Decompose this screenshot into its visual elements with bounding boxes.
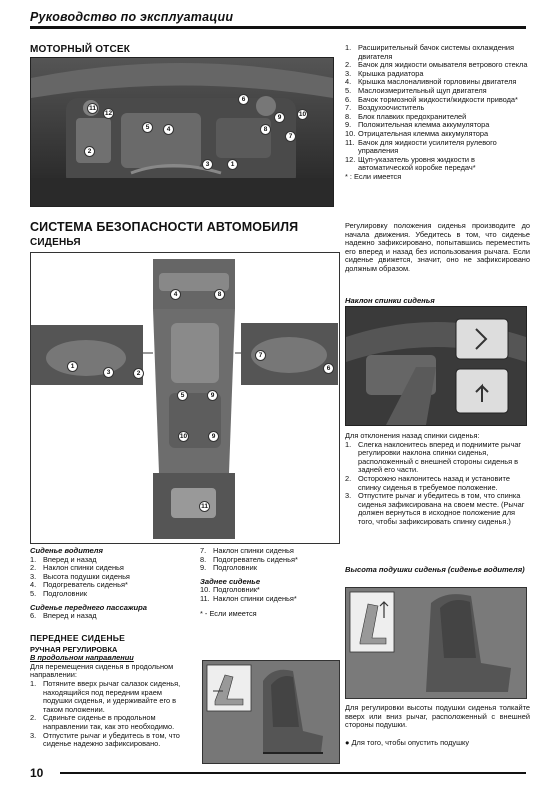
item-number: 4.	[345, 77, 352, 87]
callout-9: 9	[274, 112, 285, 123]
callout-3: 3	[202, 159, 213, 170]
passenger-title: Сиденье переднего пассажира	[30, 602, 148, 612]
item-text: Отрицательная клемма аккумулятора	[358, 128, 489, 138]
item-text: Подголовник	[213, 563, 257, 573]
item-number: 1.	[30, 554, 37, 564]
item-number: 1.	[30, 678, 37, 688]
item-number: 2.	[30, 563, 37, 573]
item-text: Подогреватель сиденья*	[213, 554, 298, 564]
item-text: Бачок тормозной жидкости/жидкости привода*	[358, 94, 518, 104]
seat-callout-8: 8	[214, 289, 225, 300]
item-text: Воздухоочиститель	[358, 103, 425, 113]
item-number: 12.	[345, 154, 356, 164]
list-item	[345, 475, 530, 492]
item-text: Блок плавких предохранителей	[358, 111, 467, 121]
lower-bullet-text: Для того, чтобы опустить подушку	[351, 738, 470, 747]
item-number: 11.	[200, 593, 210, 603]
seats-figure	[30, 252, 340, 544]
callout-7: 7	[285, 131, 296, 142]
page-number: 10	[30, 766, 44, 780]
tilt-photo	[345, 306, 527, 426]
item-text: Наклон спинки сиденья	[213, 546, 294, 555]
item-number: 3.	[30, 730, 37, 740]
item-text: Высота подушки сиденья	[43, 571, 130, 581]
running-header: Руководство по эксплуатации	[30, 10, 234, 24]
callout-11: 11	[87, 103, 98, 114]
seat-callout-9b: 9	[208, 431, 219, 442]
bullet-icon: ●	[345, 738, 352, 747]
seat-callout-6: 6	[323, 363, 334, 374]
list-item	[200, 564, 340, 573]
seat-lists-right	[200, 547, 340, 618]
item-number: 9.	[345, 120, 352, 130]
driver-title: Сиденье водителя	[30, 546, 104, 555]
seat-callout-1: 1	[67, 361, 78, 372]
engine-photo	[30, 57, 334, 207]
seat-callout-2: 2	[133, 368, 144, 379]
rear-title: Заднее сиденье	[200, 576, 261, 586]
item-text: Слегка наклонитесь вперед и поднимите рычаг регулировки наклона спинки сиденья, расположенный с внешней стороны сиденья в задней его части.	[358, 439, 522, 475]
seat-callout-9: 9	[207, 390, 218, 401]
item-number: 1.	[345, 439, 352, 449]
item-text: Бачок для жидкости усилителя рулевого управления	[358, 137, 497, 156]
safety-heading: СИСТЕМА БЕЗОПАСНОСТИ АВТОМОБИЛЯ	[30, 220, 299, 234]
item-number: 2.	[30, 713, 37, 723]
height-para: Для регулировки высоты подушки сиденья толкайте вверх или вниз рычаг, расположенный с внешней стороны подушки.	[345, 703, 530, 730]
seat-callout-10: 10	[179, 433, 188, 440]
tilt-instructions	[345, 432, 530, 527]
engine-legend	[345, 44, 530, 182]
item-number: 9.	[200, 563, 207, 573]
seat-note: * - Если имеется	[200, 608, 257, 618]
callout-1: 1	[227, 159, 238, 170]
item-text: Крышка маслоналивной горловины двигателя	[358, 77, 517, 87]
engine-note: * : Если имеется	[345, 171, 402, 181]
item-number: 3.	[345, 491, 352, 501]
callout-6: 6	[238, 94, 249, 105]
item-number: 4.	[30, 580, 37, 590]
seat-slide-figure	[202, 660, 340, 764]
item-text: Крышка радиатора	[358, 68, 424, 78]
height-title: Высота подушки сиденья (сиденье водителя)	[345, 565, 525, 574]
item-text: Подголовник*	[213, 585, 260, 595]
callout-2: 2	[84, 146, 95, 157]
list-item	[345, 44, 530, 61]
list-item	[345, 441, 530, 475]
lower-bullet	[345, 739, 530, 748]
item-number: 3.	[30, 571, 37, 581]
item-text: Потяните вверх рычаг салазок сиденья, находящийся под передним краем подушки сиденья, и удерживайте его в таком положении.	[43, 678, 181, 714]
tilt-illustration	[346, 307, 526, 425]
item-number: 5.	[30, 588, 37, 598]
list-item	[30, 680, 190, 714]
footer-rule	[60, 772, 526, 774]
seat-callout-11: 11	[199, 501, 210, 512]
item-number: 1.	[345, 43, 352, 52]
item-text: Наклон спинки сиденья	[43, 563, 124, 573]
item-number: 8.	[345, 111, 352, 121]
list-item	[200, 595, 340, 604]
item-text: Положительная клемма аккумулятора	[358, 120, 490, 130]
seat-callout-3: 3	[103, 367, 114, 378]
seats-heading: СИДЕНЬЯ	[30, 237, 81, 248]
list-item	[30, 732, 190, 749]
callout-8: 8	[260, 124, 271, 135]
seat-lists-left	[30, 547, 180, 621]
item-text: Маслоизмерительный щуп двигателя	[358, 85, 487, 95]
list-item	[345, 156, 530, 173]
item-number: 2.	[345, 60, 352, 70]
engine-heading: МОТОРНЫЙ ОТСЕК	[30, 44, 131, 55]
list-item	[345, 492, 530, 526]
longitudinal-title: В продольном направлении	[30, 653, 134, 663]
item-text: Наклон спинки сиденья*	[213, 593, 297, 603]
item-text: Расширительный бачок системы охлаждения двигателя	[358, 43, 515, 61]
item-text: Бачок для жидкости омывателя ветрового стекла	[358, 60, 528, 70]
seat-callout-5: 5	[177, 390, 188, 401]
item-text: Щуп-указатель уровня жидкости в автоматической коробке передач*	[358, 154, 476, 173]
item-number: 8.	[200, 554, 207, 564]
item-number: 11.	[345, 137, 355, 147]
seat-callout-7: 7	[255, 350, 266, 361]
callout-10: 10	[298, 111, 307, 118]
item-number: 10.	[345, 128, 356, 138]
item-text: Отпустите рычаг и убедитесь в том, что сиденье надежно зафиксировано.	[43, 730, 180, 749]
item-text: Подголовник	[43, 588, 87, 598]
list-item	[30, 612, 180, 621]
callout-4: 4	[163, 124, 174, 135]
item-number: 7.	[200, 546, 207, 555]
item-number: 7.	[345, 103, 352, 113]
list-item	[345, 139, 530, 156]
item-text: Вперед и назад	[43, 611, 97, 621]
list-item	[30, 714, 190, 731]
item-number: 6.	[345, 94, 352, 104]
longitudinal-intro: Для перемещения сиденья в продольном направлении:	[30, 661, 174, 680]
front-seat-heading: ПЕРЕДНЕЕ СИДЕНЬЕ	[30, 633, 126, 643]
adjust-warning-para: Регулировку положения сиденья производите до начала движения. Убедитесь в том, что сиденье надежно зафиксировано, попытавшись переместить его вперед и назад без использования рычага. Если сиденье движется, значит, оно не зафиксировано должным образом.	[345, 221, 530, 273]
tilt-intro: Для отклонения назад спинки сиденья:	[345, 431, 480, 440]
seat-slide-illustration	[203, 661, 339, 763]
callout-5: 5	[142, 122, 153, 133]
item-text: Подогреватель сиденья*	[43, 580, 128, 590]
item-number: 10.	[200, 585, 211, 595]
callout-12: 12	[104, 110, 113, 117]
header-rule	[30, 26, 526, 29]
item-number: 6.	[30, 611, 37, 621]
manual-adjust-title: РУЧНАЯ РЕГУЛИРОВКА	[30, 644, 118, 654]
item-number: 5.	[345, 85, 352, 95]
seat-height-illustration	[346, 588, 526, 698]
item-text: Осторожно наклонитесь назад и установите спинку сиденья в требуемое положение.	[358, 473, 510, 492]
seat-callout-4: 4	[170, 289, 181, 300]
item-text: Вперед и назад	[43, 554, 97, 564]
item-number: 2.	[345, 473, 352, 483]
list-item	[30, 590, 180, 599]
seat-height-figure	[345, 587, 527, 699]
item-text: Сдвиньте сиденье в продольном направлении так, как это необходимо.	[43, 713, 175, 731]
front-seat-section	[30, 634, 190, 749]
tilt-title: Наклон спинки сиденья	[345, 296, 435, 305]
item-text: Отпустите рычаг и убедитесь в том, что спинка сиденья зафиксирована на своем месте. (Рычаг должен вернуться в исходное положение для того, чтобы зафиксировать спинку сиденья.)	[358, 491, 525, 526]
item-number: 3.	[345, 68, 352, 78]
